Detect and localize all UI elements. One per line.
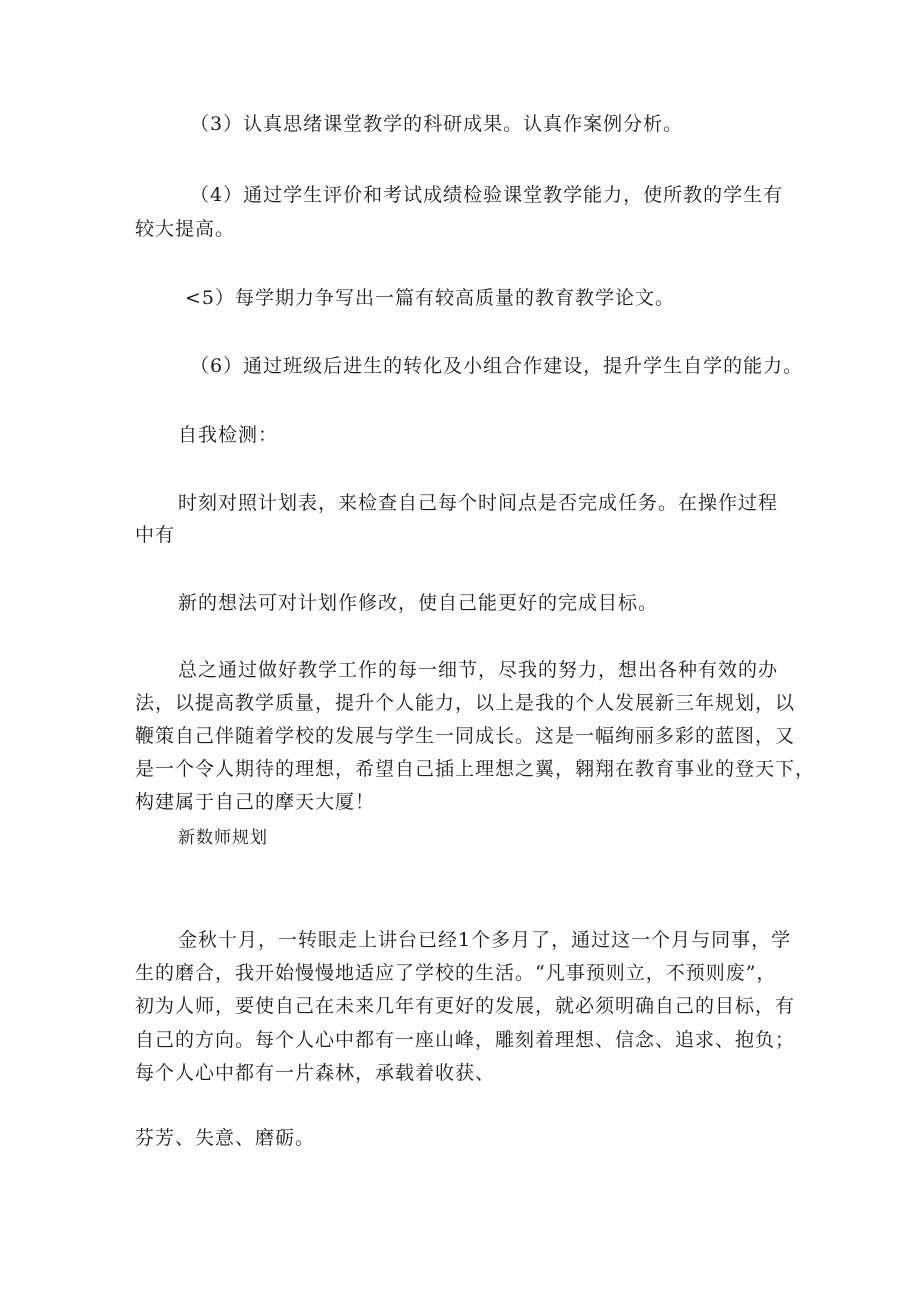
item-6: （6）通过班级后进生的转化及小组合作建设，提升学生自学的能力。 [190,355,804,377]
summary-line-3: 鞭策自己伴随着学校的发展与学生一同成长。这是一幅绚丽多彩的蓝图，又 [135,725,796,747]
intro-line-6: 芬芳、失意、磨砺。 [135,1127,316,1149]
summary-line-4: 是一个令人期待的理想，希望自己插上理想之翼，翱翔在教育事业的登天下， [135,758,816,780]
intro-line-5: 每个人心中都有一片森林，承载着收获、 [135,1062,496,1084]
summary-line-5: 构建属于自己的摩天大厦！ [135,791,376,813]
intro-line-3: 初为人师，要使自己在未来几年有更好的发展，就必须明确自己的目标，有 [135,995,796,1017]
intro-line-2: 生的磨合，我开始慢慢地适应了学校的生活。“凡事预则立，不预则废”， [135,962,777,984]
intro-line-1: 金秋十月，一转眼走上讲台已经1个多月了，通过这一个月与同事，学 [178,929,792,951]
self-check-heading: 自我检测： [178,424,279,446]
item-3: （3）认真思绪课堂教学的科研成果。认真作案例分析。 [190,113,684,135]
item-5: <5）每学期力争写出一篇有较高质量的教育教学论文。 [185,287,676,309]
summary-line-1: 总之通过做好教学工作的每一细节，尽我的努力，想出各种有效的办 [178,659,779,681]
summary-line-2: 法，以提高教学质量，提升个人能力，以上是我的个人发展新三年规划，以 [135,692,796,714]
section-title: 新数师规划 [178,828,268,848]
intro-line-4: 自己的方向。每个人心中都有一座山峰，雕刻着理想、信念、追求、抱负； [135,1029,796,1051]
self-check-line-2: 中有 [135,524,176,546]
self-check-line-3: 新的想法可对计划作修改，使自己能更好的完成目标。 [178,592,659,614]
item-4-line-2: 较大提高。 [135,218,236,240]
self-check-line-1: 时刻对照计划表，来检查自己每个时间点是否完成任务。在操作过程 [178,492,779,514]
item-4-line-1: （4）通过学生评价和考试成绩检验课堂教学能力，使所教的学生有 [190,184,784,206]
